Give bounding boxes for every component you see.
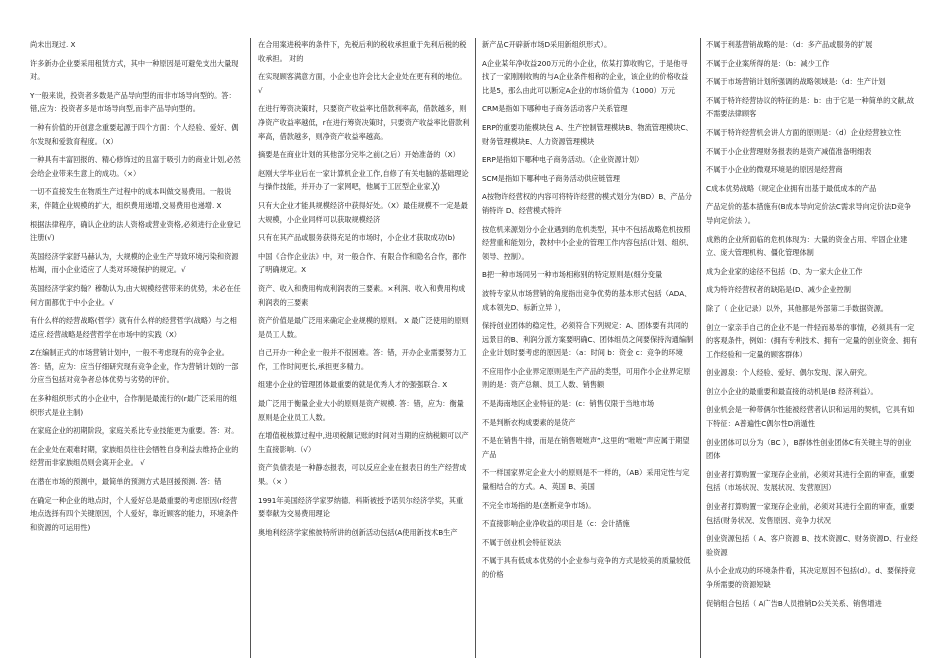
paragraph: 促销组合包括（ A广告B人员推销D公关关系、销售增进 bbox=[706, 598, 882, 608]
paragraph: 在企业处在艰难时期，家族组员往往会牺牲自身利益去维持企业的经营而非家族组员则会离开企业。 √ bbox=[30, 444, 239, 468]
paragraph: 不直接影响企业净收益的项目是（c：会计措施 bbox=[482, 519, 630, 529]
paragraph: 创业者打算购置一家现存企业前，必须对其进行全面的审查，重要包括(财务状况、发售原因、竞争力状况 bbox=[706, 502, 915, 525]
paragraph: 不属于企业案所得的是：（b：减少工作 bbox=[706, 58, 830, 68]
paragraph: 尚未出现过. X bbox=[30, 40, 76, 49]
paragraph: 创业机会是一种带俩尔性能被经营者认识和运用的契机，它具有如下特征：A普遍性C偶尔性D消遁性 bbox=[706, 405, 915, 429]
paragraph: 只有在其产品或服务获得充足的市场时，小企业才获取成功(b) bbox=[258, 233, 456, 243]
paragraph: 除了（ 企业记录）以外，其他都是外部第二手数据资源。 bbox=[706, 303, 888, 313]
paragraph: Z在编制正式的市场营销计划中，一般不考虑现有的竞争企业。答：错，应为：应当仔细研究现有竞争企业，作为营销计划的一部分应当包括对竞争者总体优势与劣势的评价。 bbox=[30, 348, 239, 385]
column-divider bbox=[475, 38, 476, 658]
paragraph: 波特专家从市场营销的角度指出竞争优势的基本形式包括（ADA、成本领先D、标新立异 ）， bbox=[482, 288, 692, 312]
column-divider bbox=[700, 38, 701, 658]
paragraph: A按物许经营权的内容可将特许经营的模式划分为(BD）B、产品分销特许 D、经营模式特许 bbox=[482, 192, 692, 215]
text-column-1 bbox=[30, 38, 242, 539]
paragraph: 创立一家亲手自己的企业不是一件轻而易举的事情，必须具有一定的客观条件，例如：(拥有专利技术、拥有一定量的创业资金、拥有工作经验和一定量的顾客群体） bbox=[706, 322, 918, 359]
paragraph: 有什么样的经营战略(哲学）就有什么样的经营哲学(战略）与之相适应.经营战略是经营哲学在市场中的实践（X） bbox=[30, 316, 237, 339]
paragraph: 在增值税核算过程中,进项税额记账的时间对当期的应纳税额可以产生直接影响.（√） bbox=[258, 431, 469, 454]
paragraph: ERP是指如下哪种电子商务活动。（企业资源计划） bbox=[482, 155, 644, 165]
paragraph: B把一种市场同另一种市场相称别的特定原则是(细分变量 bbox=[482, 270, 663, 280]
paragraph: 不是判断衣构成要素的是货产 bbox=[482, 417, 576, 427]
paragraph: 只有大企业才能具规模经济中获得好处。（X）最佳规模不一定是最大规模，小企业同样可以获取规模经济 bbox=[258, 200, 468, 224]
paragraph: 不是海南地区企业特征的是：(c：销售仅限于当地市场 bbox=[482, 399, 655, 409]
paragraph: C成本优势战略（规定企业拥有出基于最低成本的产品 bbox=[706, 183, 877, 193]
paragraph: 创业团体可以分为（BC ），B群体性创业团体C有关键主导的创业团体 bbox=[706, 437, 912, 461]
paragraph: 从小企业成功的环境条件看，其决定原因不包括(d）。d、要保持竞争所需要的资源短缺 bbox=[706, 566, 916, 589]
text-column-2 bbox=[258, 38, 470, 544]
paragraph: 在多种组织形式的小企业中，合作制是最流行的(r最广泛采用的组织形式是业主制) bbox=[30, 394, 238, 417]
paragraph: 不是在销售牛排，而是在销售咝咝声”,这里的”咝咝”声应属于期望产品 bbox=[482, 436, 690, 459]
text-column-4 bbox=[706, 38, 918, 615]
paragraph: 中国《合作企业法》中，对一般合作、有限合作和隐名合作，都作了明确规定。X bbox=[258, 251, 467, 275]
paragraph: 产品定价的基本措施有(B成本导向定价法C需求导向定价法D竞争导向定价法 ）。 bbox=[706, 202, 912, 225]
paragraph: 许多新办企业要采用租赁方式，其中一种原因是可避免支出大量现 对。 bbox=[30, 58, 239, 82]
paragraph: 奥地利经济学家熊彼特所讲的创新活动包括(A使用新技术B生产 bbox=[258, 527, 458, 537]
paragraph: 在潜在市场的预测中，最简单的预测方式是回援预测. 答：错 bbox=[30, 477, 222, 487]
paragraph: 成熟的企业所面临的危机体现为：大量的资金占用、牢固企业建立、庞大管理机构、僵化管理体制 bbox=[706, 234, 908, 258]
paragraph: 自己开办一种企业一般并不很困难。答：错，开办企业需要努力工作，工作时间更长,承担更多精力。 bbox=[258, 348, 467, 371]
paragraph: 1991年美国经济学家罗纳德．科斯被授予诺贝尔经济学奖，其重要奉献为交易费用理论 bbox=[258, 495, 464, 519]
paragraph: 创业源泉：个人经验、爱好、偶尔发现、深入研究。 bbox=[706, 368, 872, 378]
paragraph: 英国经济学家约翰？穆勒认为,由大规模经营带来的优势，未必在任何方面都优于中小企业。√ bbox=[30, 283, 241, 307]
paragraph: SCM是指如下哪种电子商务活动供应链管理 bbox=[482, 173, 620, 183]
paragraph: 在确定一种企业的地点时，个人爱好总是最重要的考虑原因(r经营地点选择有四个关键原因，个人爱好，靠近顾客的能力，环境条件和资源的可运用性) bbox=[30, 495, 239, 532]
paragraph: 成为特许经营权者的缺陷是(D、减少企业控制 bbox=[706, 285, 851, 295]
paragraph: 不一样国家界定企业大小的原则是不一样的，（AB）采用定性与定量相结合的方式。A、英国 B、美国 bbox=[482, 468, 690, 492]
paragraph: 在进行筹资决策时，只要资产收益率比借款利率高，借款越多，则净资产收益率越低，r在进行筹资决策时，只要资产收益率比借款利率高，借款越多，则净资产收益率越高。 bbox=[258, 104, 470, 141]
paragraph: 创立小企业的最重要和最直接的动机是(B 经济利益）。 bbox=[706, 386, 878, 396]
paragraph: 创业资源包括（ A、客户资源 B、技术资源C、财务资源D、行业经验资源 bbox=[706, 534, 918, 557]
column-divider bbox=[250, 38, 251, 658]
text-column-3 bbox=[482, 38, 694, 587]
paragraph: 在家庭企业的初期阶段，家庭关系比专业技能更为重要。答：对。 bbox=[30, 426, 239, 436]
paragraph: 成为企业家的途径不包括（D、为一家大企业工作 bbox=[706, 266, 863, 276]
paragraph: 不属于市场营销计划所强调的战略领域是:（d：生产计划 bbox=[706, 77, 886, 87]
paragraph: 一种具有丰富回报的、精心修饰过的且富于吸引力的商业计划,必然会给企业带来生意上的成功。（×） bbox=[30, 155, 241, 178]
paragraph: 按危机来源划分小企业遇到的危机类型，其中不包括战略危机按照经营重和能划分，教材中小企业的管理工作内容包括(计划、组织、领导、控制）。 bbox=[482, 224, 694, 261]
paragraph: 保持创业团体的稳定性，必须符合下列规定：A、团体要有共同的远景目的B、利润分派方案要明确C、团体组员之间要保持沟通编制企业计划时要考虑的原因是：（a：时间 b：资金 c：竞争的环境 bbox=[482, 321, 694, 358]
paragraph: 新产品C开辟新市场D采用新组织形式）。 bbox=[482, 40, 612, 49]
paragraph: 资产价值是最广泛用来确定企业规模的原则。 X 最广泛使用的原则是员工人数。 bbox=[258, 316, 469, 339]
paragraph: 最广泛用于衡量企业大小的原则是资产规模. 答：错，应为：衡量原则是企业员工人数。 bbox=[258, 399, 464, 422]
paragraph: 赵刚大学毕业后在一家计算机企业工作,自修了有关电脑的基础理论与操作技能，并开办了一家网吧，他属于工匠型企业家.╳) bbox=[258, 168, 469, 192]
paragraph: A企业某年净收益200万元的小企业，依某打算收购它，于是他寻找了一家刚刚收购的与A企业条件相称的企业，该企业的价格收益比是5，那么由此可以断定A企业的市场价值为（1000）万元 bbox=[482, 58, 689, 95]
paragraph: 一切不直接发生在物质生产过程中的成本叫做交易费用。一般说来，伴随企业规模的扩大，组织费用递增,交易费用也递增. X bbox=[30, 187, 232, 210]
paragraph: 组建小企业的管理团体最重要的就是优秀人才的强强联合. X bbox=[258, 380, 448, 390]
paragraph: 英国经济学家舒马赫认为，大规模的企业生产导致环境污染和资源枯竭，而小企业适应了人类对环境保护的规定。√ bbox=[30, 251, 239, 275]
paragraph: CRM是指如下哪种电子商务活动客户关系管理 bbox=[482, 104, 628, 114]
paragraph: ERP的重要功能模块包 A、生产控制管理模块B、物流管理模块C、财务管理模块E、人力资源管理模块 bbox=[482, 122, 693, 146]
paragraph: 资产负债表是一种静态报表，可以反应企业在报表日的生产经营成果。（× ） bbox=[258, 463, 467, 487]
paragraph: 不属于特许经营协议的特征的是：b：由于它是一种简单的文献,故不需要法律顾客 bbox=[706, 95, 915, 119]
paragraph: 一种有价值的开创意念重要起源于四个方面：个人经验、爱好、偶尔发现和爱敦育程度。（X） bbox=[30, 122, 239, 146]
paragraph: 摘要是在商业计划的其他部分完毕之前(之后）开始准备的（X） bbox=[258, 150, 460, 160]
paragraph: 在实现顾客满意方面，小企业也许会比大企业处在更有利的地位。√ bbox=[258, 72, 467, 95]
paragraph: 不属于利基营销战略的是：（d：多产品或服务的扩展 bbox=[706, 40, 873, 49]
paragraph: 不应用作小企业界定原则是生产产品的类型，可用作小企业界定原则的是：资产总额、员工人数、销售额 bbox=[482, 366, 691, 390]
paragraph: 不属于创业机会特征说法 bbox=[482, 537, 562, 547]
paragraph: 不属于小企业的微观环境是的原因是经营商 bbox=[706, 165, 843, 175]
paragraph: 不完全市场指的是(垄断竞争市场)。 bbox=[482, 500, 596, 510]
paragraph: 不属于小企业营理财务报表的是资产减值准备明细表 bbox=[706, 146, 872, 156]
paragraph: 资产、收入和费用构成利润表的三要素。×利润、收入和费用构成利润表的三要素 bbox=[258, 283, 466, 307]
paragraph: 不属于具有低成本优势的小企业参与竞争的方式是较美的质量较低的价格 bbox=[482, 556, 691, 579]
paragraph: 创业者打算购置一家现存企业前，必须对其进行全面的审查，重要包括（市场状况、发展状况、发营原因） bbox=[706, 469, 915, 493]
paragraph: Y一般来说，投资者多数是产品导向型的而非市场导向型的。答：错,应为：投资者多是市场导向型,而非产品导向型的。 bbox=[30, 90, 236, 114]
paragraph: 根据法律程序，确认企业的法人资格或营业资格,必须进行企业登记注册(√) bbox=[30, 219, 241, 243]
paragraph: 在合用案进税率的条件下，先税后利的税收承担重于先利后税的税收承担。 对的 bbox=[258, 40, 467, 63]
paragraph: 不属于特许经营机会讲人方面的原则是：（d）企业经营独立性 bbox=[706, 127, 902, 137]
